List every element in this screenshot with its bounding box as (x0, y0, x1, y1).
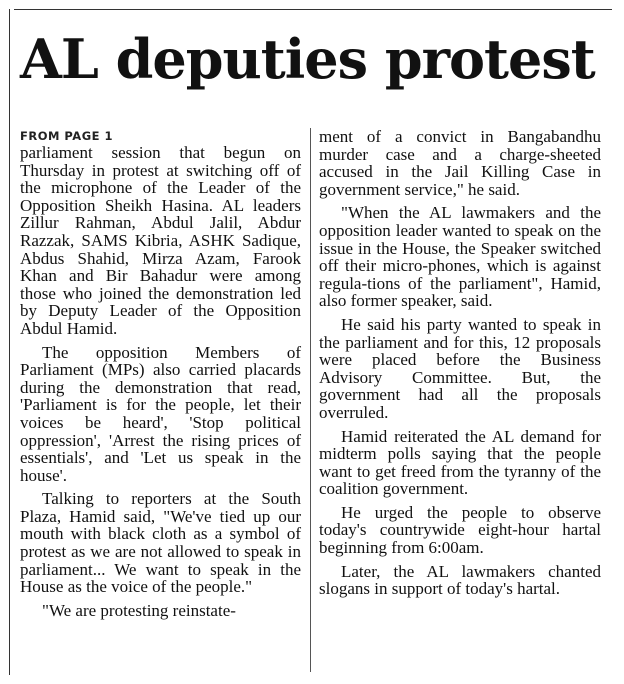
left-rule (9, 9, 10, 675)
paragraph: ment of a convict in Bangabandhu murder case and a charge-sheeted accused in the Jail Killing Case in government service," he said. (319, 127, 601, 199)
paragraph: Talking to reporters at the South Plaza, Hamid said, "We've tied up our mouth with black cloth as a symbol of protest as we are not allowed to speak in parliament... We want to speak in the House as the voice of the people." (20, 489, 301, 597)
top-rule (14, 9, 612, 10)
article-column-right (319, 128, 601, 598)
paragraph: He said his party wanted to speak in the parliament and for this, 12 proposals were placed before the Business Advisory Committee. But, the government had all the proposals overruled. (319, 314, 601, 422)
article-column-left (20, 128, 301, 619)
paragraph: "When the AL lawmakers and the opposition leader wanted to speak on the issue in the House, the Speaker switched off their micro-phones, which is against regula-tions of the parliament", Hamid, also former speaker, said. (319, 203, 601, 311)
headline: AL deputies protest (20, 27, 595, 91)
paragraph: "We are protesting reinstate- (42, 600, 236, 620)
kicker-from-page-1: FROM PAGE 1 (20, 129, 114, 143)
paragraph: parliament session that begun on Thursday in protest at switching off of the microphone of the Leader of the Opposition Sheikh Hasina. AL leaders Zillur Rahman, Abdul Jalil, Abdur Razzak, SAMS Kibria, ASHK Sadique, Abdus Shahid, Mirza Azam, Farook Khan and Bir Bahadur were among those who joined the demonstration led by Deputy Leader of the Opposition Abdul Hamid. (20, 143, 301, 338)
paragraph: Later, the AL lawmakers chanted slogans in support of today's hartal. (319, 561, 601, 599)
paragraph: The opposition Members of Parliament (MPs) also carried placards during the demonstration that read, 'Parliament is for the people, let their voices be heard', 'Stop political oppression', 'Arrest the rising prices of essentials', and 'Let us speak in the house'. (20, 342, 301, 485)
paragraph: Hamid reiterated the AL demand for midterm polls saying that the people want to get freed from the tyranny of the coalition government. (319, 426, 601, 499)
paragraph: He urged the people to observe today's countrywide eight-hour hartal beginning from 6:00am. (319, 502, 601, 558)
column-divider (310, 128, 311, 672)
